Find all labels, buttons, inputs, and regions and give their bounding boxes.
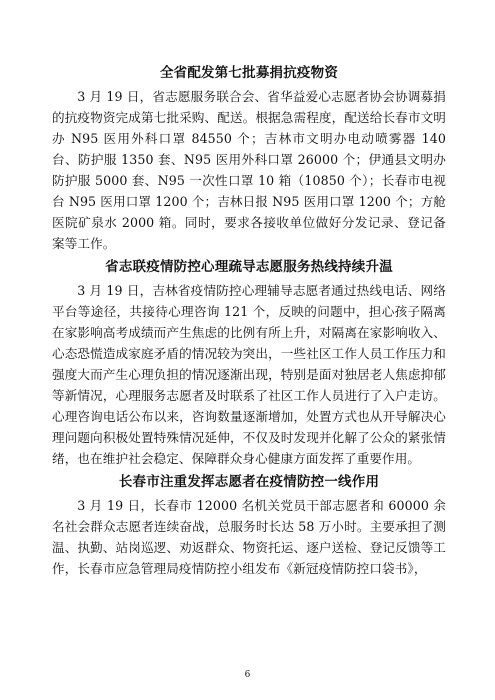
section-title-volunteers-frontline: 长春市注重发挥志愿者在疫情防控一线作用 [118, 474, 380, 490]
page-number: 6 [244, 670, 251, 680]
section-title-psychological-hotline: 省志联疫情防控心理疏导志愿服务热线持续升温 [105, 259, 393, 275]
page-content [52, 60, 446, 579]
section-title-material-distribution: 全省配发第七批募捐抗疫物资 [159, 65, 339, 81]
section-body-material-distribution: 3 月 19 日，省志愿服务联合会、省华益爱心志愿者协会协调募捐的抗疫物资完成第七批采购、配送。根据急需程度，配送给长春市文明办 N95 医用外科口罩 84550 个；吉林市文明办电动喷雾器 140 台、防护服 1350 套、N95 医用外科口罩 26000 个；伊通县文明办防护服 5000 套、N95 一次性口罩 10 箱（10850 个）；长春市电视台 N95 医用口罩 1200 个；吉林日报 N95 医用口罩 1200 个；方舱医院矿泉水 2000 箱。同时，要求各接收单位做好分发记录、登记备案等工作。 [52, 89, 446, 251]
section-body-psychological-hotline: 3 月 19 日，吉林省疫情防控心理辅导志愿者通过热线电话、网络平台等途径，共接待心理咨询 121 个，反映的问题中，担心孩子隔离在家影响高考成绩而产生焦虑的比例有所上升，对隔离在家影响收入、心态恐慌造成家庭矛盾的情况较为突出，一些社区工作人员工作压力和强度大而产生心理负担的情况逐渐出现，特别是面对独居老人焦虑抑郁等新情况，心理服务志愿者及时联系了社区工作人员进行了入户走访。心理咨询电话公布以来，咨询数量逐渐增加，处置方式也从开导解决心理问题向积极处置特殊情况延伸，不仅及时发现并化解了公众的紧张情绪，也在维护社会稳定、保障群众身心健康方面发挥了重要作用。 [52, 283, 446, 466]
section-body-volunteers-frontline: 3 月 19 日，长春市 12000 名机关党员干部志愿者和 60000 余名社会群众志愿者连续奋战，总服务时长达 58 万小时。主要承担了测温、执勤、站岗巡逻、劝返群众、物资托运、逐户送检、登记反馈等工作，长春市应急管理局疫情防控小组发布《新冠疫情防控口袋书》， [52, 498, 446, 576]
